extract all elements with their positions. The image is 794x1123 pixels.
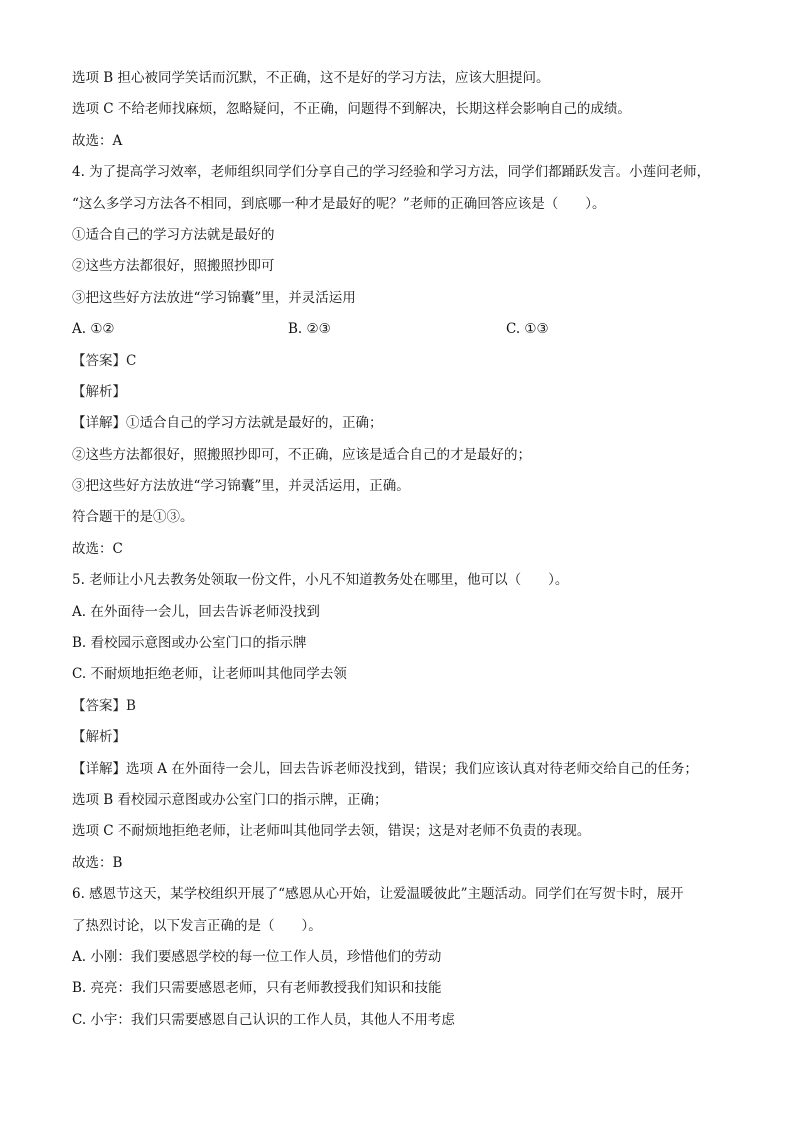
question-5-detail-3: 选项 C 不耐烦地拒绝老师，让老师叫其他同学去领，错误；这是对老师不负责的表现。 xyxy=(72,823,591,840)
question-4-stem-line-1: 4. 为了提高学习效率，老师组织同学们分享自己的学习经验和学习方法，同学们都踊跃发言。小莲问老师， xyxy=(72,164,711,181)
question-5-analysis-heading: 【解析】 xyxy=(72,729,126,746)
question-4-detail-2: ②这些方法都很好，照搬照抄即可，不正确，应该是适合自己的才是最好的； xyxy=(72,446,531,463)
question-4-detail-4: 符合题干的是①③。 xyxy=(72,509,194,526)
document-page xyxy=(72,63,732,1036)
explanation-option-c: 选项 C 不给老师找麻烦，忽略疑问，不正确，问题得不到解决，长期这样会影响自己的成绩。 xyxy=(72,101,631,118)
question-6-stem-line-1: 6. 感恩节这天，某学校组织开展了“感恩从心开始，让爱温暖彼此”主题活动。同学们在写贺卡时，展开 xyxy=(72,886,684,903)
question-4-statement-1: ①适合自己的学习方法就是最好的 xyxy=(72,226,275,243)
question-4-answer: 【答案】C xyxy=(72,352,137,369)
question-5-option-c: C. 不耐烦地拒绝老师，让老师叫其他同学去领 xyxy=(72,666,347,683)
question-4-option-c: C. ①③ xyxy=(506,321,549,338)
question-6-option-a: A. 小刚：我们要感恩学校的每一位工作人员，珍惜他们的劳动 xyxy=(72,948,442,965)
question-4-analysis-heading: 【解析】 xyxy=(72,383,126,400)
question-4-detail-3: ③把这些好方法放进“学习锦囊”里，并灵活运用，正确。 xyxy=(72,478,410,495)
question-4-options xyxy=(72,314,732,345)
question-5-detail-2: 选项 B 看校园示意图或办公室门口的指示牌，正确； xyxy=(72,791,388,808)
question-5-stem: 5. 老师让小凡去教务处领取一份文件，小凡不知道教务处在哪里，他可以（ ）。 xyxy=(72,572,569,589)
question-4-stem-line-2: “这么多学习方法各不相同，到底哪一种才是最好的呢？”老师的正确回答应该是（ ）。 xyxy=(72,195,606,212)
question-5-option-a: A. 在外面待一会儿，回去告诉老师没找到 xyxy=(72,603,320,620)
question-4-option-a: A. ①② xyxy=(72,321,115,338)
question-5-option-b: B. 看校园示意图或办公室门口的指示牌 xyxy=(72,635,307,652)
selection-answer: 故选：A xyxy=(72,132,123,149)
question-4-detail-1: 【详解】①适合自己的学习方法就是最好的，正确； xyxy=(72,415,383,432)
question-5-selection: 故选：B xyxy=(72,854,123,871)
explanation-option-b: 选项 B 担心被同学笑话而沉默，不正确，这不是好的学习方法，应该大胆提问。 xyxy=(72,70,550,86)
question-6-option-b: B. 亮亮：我们只需要感恩老师，只有老师教授我们知识和技能 xyxy=(72,980,442,997)
question-4-selection: 故选：C xyxy=(72,540,123,557)
question-6-option-c: C. 小宇：我们只需要感恩自己认识的工作人员，其他人不用考虑 xyxy=(72,1011,455,1028)
question-4-statement-2: ②这些方法都很好，照搬照抄即可 xyxy=(72,258,275,275)
question-4-statement-3: ③把这些好方法放进“学习锦囊”里，并灵活运用 xyxy=(72,289,356,306)
question-5-answer: 【答案】B xyxy=(72,697,136,714)
question-6-stem-line-2: 了热烈讨论，以下发言正确的是（ ）。 xyxy=(72,917,322,934)
question-4-option-b: B. ②③ xyxy=(288,321,331,338)
question-5-detail-1: 【详解】选项 A 在外面待一会儿，回去告诉老师没找到，错误；我们应该认真对待老师交给自己的任务； xyxy=(72,760,698,777)
